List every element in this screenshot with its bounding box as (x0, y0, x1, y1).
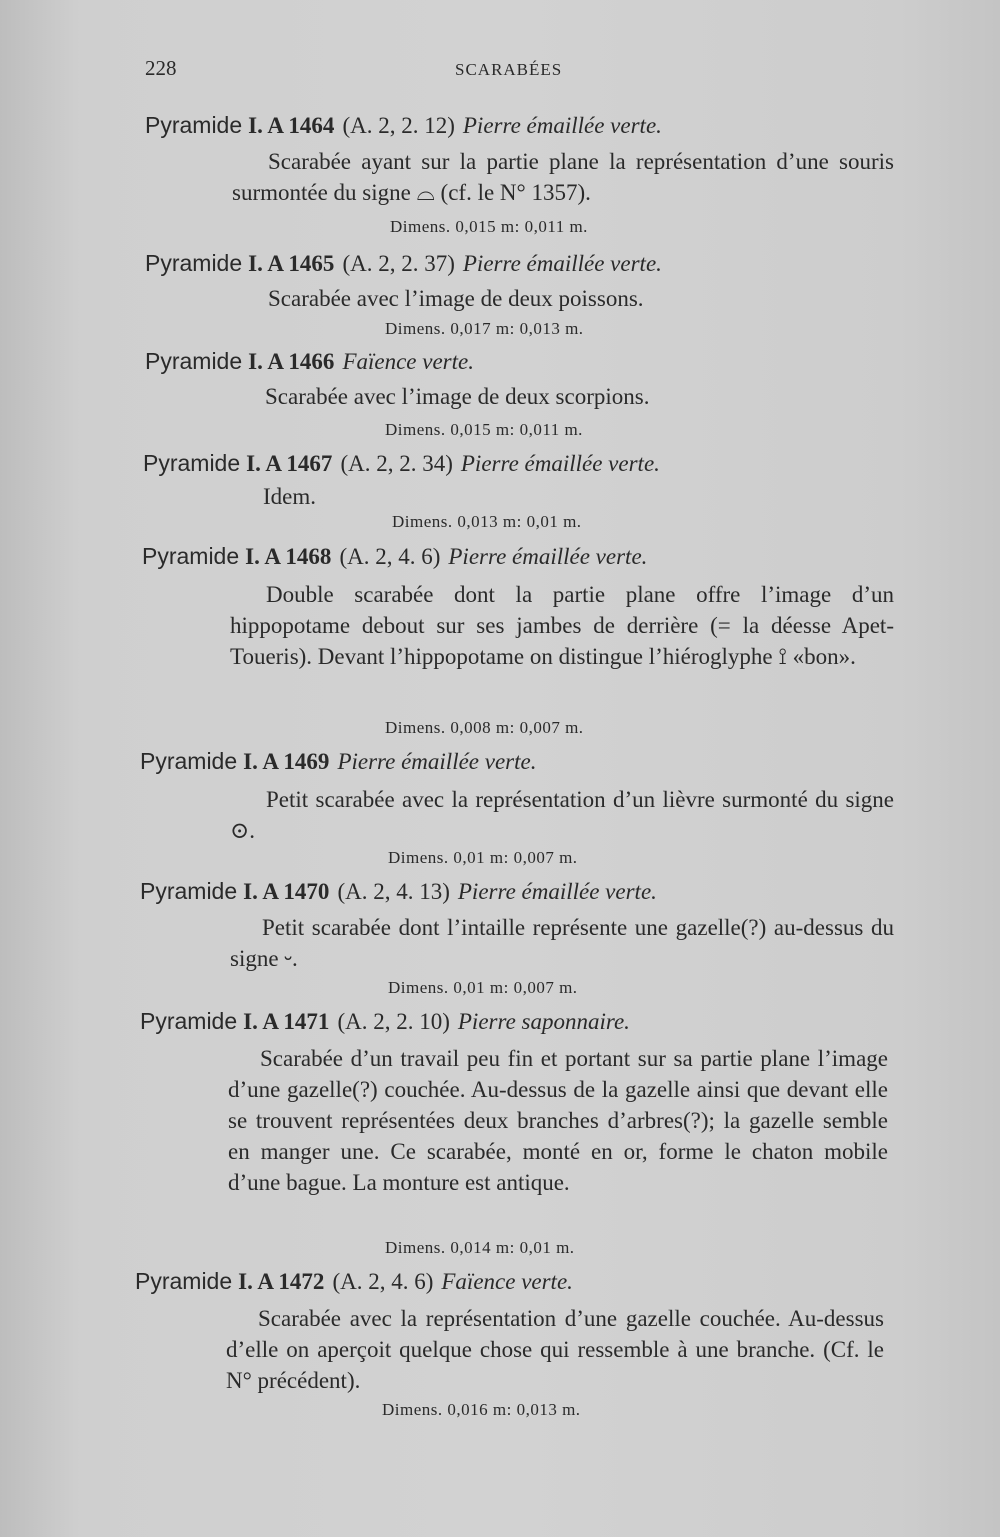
entry-heading (140, 878, 657, 905)
entry-reference: (A. 2, 2. 34) (340, 451, 453, 476)
entry-inventory-number: I. A 1467 (246, 451, 333, 476)
entry-heading (140, 1008, 630, 1035)
entry-site: Pyramide (142, 543, 240, 569)
entry-description: Petit scarabée avec la représentation d’un lièvre surmonté du signe ⊙. (230, 787, 894, 843)
entry-heading (142, 543, 647, 570)
entry-material: Pierre émaillée verte. (448, 544, 648, 569)
entry-dimensions: Dimens. 0,015 m: 0,011 m. (390, 217, 588, 236)
entry-heading (145, 348, 474, 375)
entry-dimensions: Dimens. 0,013 m: 0,01 m. (392, 512, 582, 531)
entry-reference: (A. 2, 4. 13) (337, 879, 450, 904)
entry-reference: (A. 2, 4. 6) (339, 544, 441, 569)
entry-heading (145, 250, 662, 277)
entry-material: Pierre émaillée verte. (337, 749, 537, 774)
entry-heading (145, 112, 662, 139)
entry-heading (140, 748, 536, 775)
entry-material: Faïence verte. (342, 349, 474, 374)
entry-description: Scarabée avec l’image de deux scorpions. (265, 384, 650, 409)
entry-dimensions: Dimens. 0,01 m: 0,007 m. (388, 978, 578, 997)
entry-site: Pyramide (145, 348, 243, 374)
entry-reference: (A. 2, 2. 10) (337, 1009, 450, 1034)
entry-site: Pyramide (140, 878, 238, 904)
entry-inventory-number: I. A 1471 (243, 1009, 330, 1034)
entry-reference: (A. 2, 2. 37) (342, 251, 455, 276)
entry-dimensions: Dimens. 0,008 m: 0,007 m. (385, 718, 584, 737)
page-number: 228 (145, 56, 177, 80)
entry-material: Pierre émaillée verte. (460, 451, 660, 476)
entry-material: Pierre saponnaire. (457, 1009, 630, 1034)
entry-material: Pierre émaillée verte. (462, 251, 662, 276)
entry-dimensions: Dimens. 0,016 m: 0,013 m. (382, 1400, 581, 1419)
page-header (0, 56, 1000, 86)
entry-heading (143, 450, 660, 477)
entry-dimensions: Dimens. 0,017 m: 0,013 m. (385, 319, 584, 338)
entry-description: Scarabée avec l’image de deux poissons. (268, 286, 644, 311)
entry-site: Pyramide (140, 748, 238, 774)
entry-reference: (A. 2, 2. 12) (342, 113, 455, 138)
entry-inventory-number: I. A 1470 (243, 879, 330, 904)
entry-inventory-number: I. A 1469 (243, 749, 330, 774)
entry-site: Pyramide (145, 112, 243, 138)
entry-site: Pyramide (140, 1008, 238, 1034)
entry-dimensions: Dimens. 0,01 m: 0,007 m. (388, 848, 578, 867)
entry-site: Pyramide (135, 1268, 233, 1294)
entry-description: Petit scarabée dont l’intaille représente une gazelle(?) au-dessus du signe ⏑. (230, 915, 894, 971)
entry-inventory-number: I. A 1465 (248, 251, 335, 276)
entry-site: Pyramide (143, 450, 241, 476)
entry-site: Pyramide (145, 250, 243, 276)
entry-heading (135, 1268, 573, 1295)
entry-material: Pierre émaillée verte. (462, 113, 662, 138)
entry-dimensions: Dimens. 0,014 m: 0,01 m. (385, 1238, 575, 1257)
entry-dimensions: Dimens. 0,015 m: 0,011 m. (385, 420, 583, 439)
entry-description: Double scarabée dont la partie plane offre l’image d’un hippopotame debout sur ses jambes de derrière (= la déesse Apet-Toueris). Devant l’hippopotame on distingue l’hiéroglyphe ⟟ «bon». (230, 582, 894, 669)
entry-material: Faïence verte. (441, 1269, 573, 1294)
entry-inventory-number: I. A 1466 (248, 349, 335, 374)
entry-inventory-number: I. A 1472 (238, 1269, 325, 1294)
entry-description: Idem. (263, 484, 317, 509)
entry-inventory-number: I. A 1468 (245, 544, 332, 569)
entry-description: Scarabée d’un travail peu fin et portant sur sa partie plane l’image d’une gazelle(?) couchée. Au-dessus de la gazelle ainsi que devant elle se trouvent représentées deux branches d’arbres(?); la gazelle semble en manger une. Ce scarabée, monté en or, forme le chaton mobile d’une bague. La monture est antique. (228, 1046, 888, 1195)
entry-material: Pierre émaillée verte. (457, 879, 657, 904)
entry-description: Scarabée ayant sur la partie plane la représentation d’une souris surmontée du signe ⌓ (cf. le N° 1357). (232, 149, 894, 205)
entry-description: Scarabée avec la représentation d’une gazelle couchée. Au-dessus d’elle on aperçoit quelque chose qui ressemble à une branche. (Cf. le N° précédent). (226, 1306, 884, 1393)
entry-reference: (A. 2, 4. 6) (332, 1269, 434, 1294)
running-title: SCARABÉES (455, 60, 563, 79)
entry-inventory-number: I. A 1464 (248, 113, 335, 138)
